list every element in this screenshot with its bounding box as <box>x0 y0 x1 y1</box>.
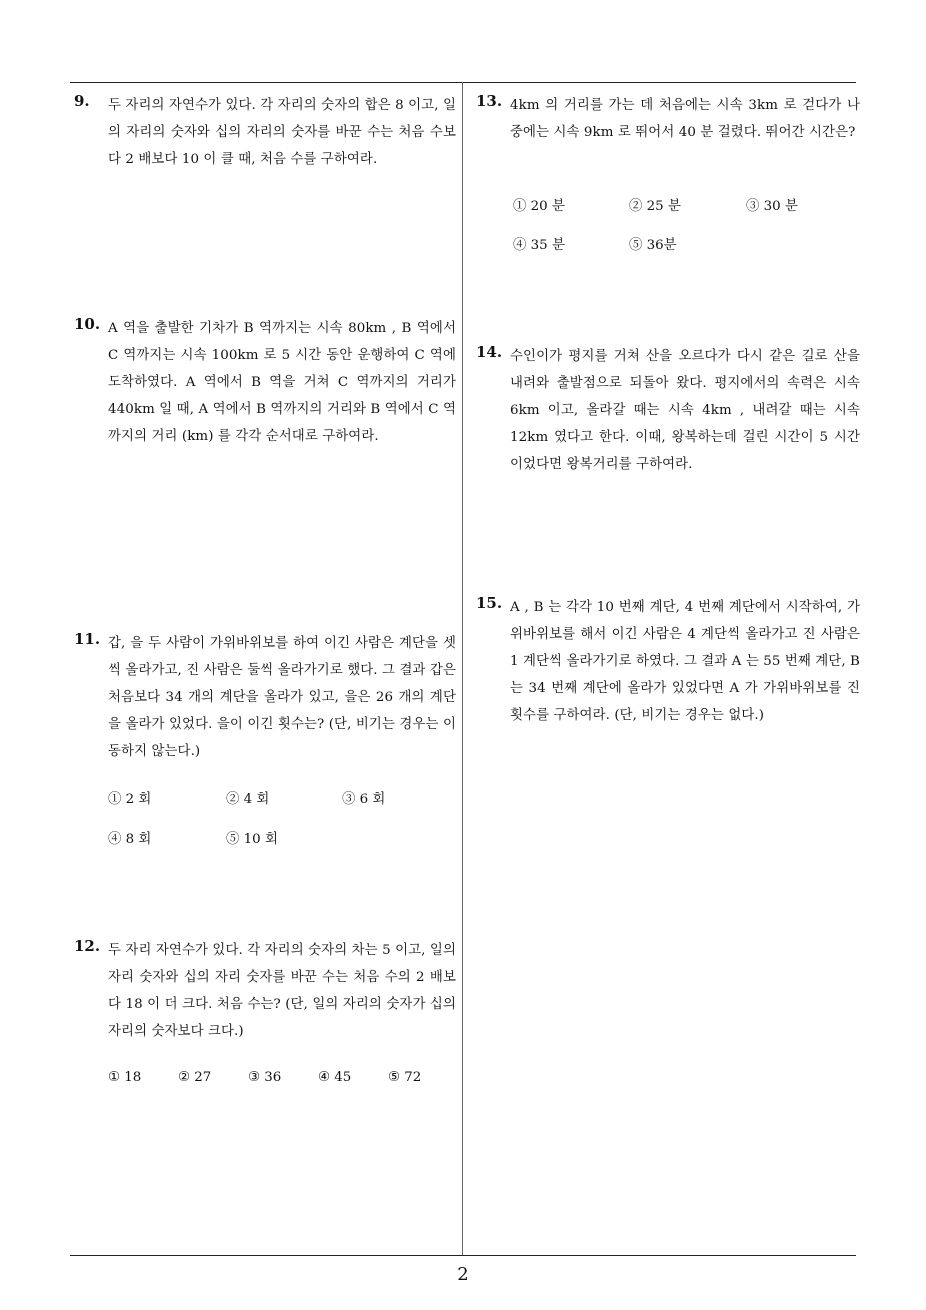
choice-4[interactable]: ④ 8 회 <box>108 832 152 847</box>
problem-text: A 역을 출발한 기차가 B 역까지는 시속 80km , B 역에서 C 역까지는 시속 100km 로 5 시간 동안 운행하여 C 역에 도착하였다. A 역에서 B 역을 거쳐 C 역까지의 거리가 440km 일 때, A 역에서 B 역까지의 거리와 B 역에서 C 역까지의 거리 (km) 를 각각 순서대로 구하여라. <box>108 321 456 444</box>
problem-text: 두 자리 자연수가 있다. 각 자리의 숫자의 차는 5 이고, 일의 자리 숫자와 십의 자리 숫자를 바꾼 수는 처음 수의 2 배보다 18 이 더 크다. 처음 수는? (단, 일의 자리의 숫자가 십의 자리의 숫자보다 크다.) <box>108 943 456 1039</box>
problem-text: 두 자리의 자연수가 있다. 각 자리의 숫자의 합은 8 이고, 일의 자리의 숫자와 십의 자리의 숫자를 바꾼 수는 처음 수보다 2 배보다 10 이 클 때, 처음 수를 구하여라. <box>108 98 456 167</box>
problem-text: 4km 의 거리를 가는 데 처음에는 시속 3km 로 걷다가 나중에는 시속 9km 로 뛰어서 40 분 걸렸다. 뛰어간 시간은? <box>510 98 860 140</box>
choice-2[interactable]: ② 25 분 <box>629 199 681 214</box>
bottom-rule <box>70 1255 856 1256</box>
problem-number: 14. <box>476 343 503 361</box>
choice-3[interactable]: ③ 36 <box>248 1070 282 1085</box>
choice-4[interactable]: ④ 45 <box>318 1070 352 1085</box>
choice-1[interactable]: ① 20 분 <box>513 199 565 214</box>
column-divider <box>462 82 463 1256</box>
choice-2[interactable]: ② 27 <box>178 1070 212 1085</box>
page-number: 2 <box>457 1264 469 1285</box>
choice-2[interactable]: ② 4 회 <box>226 792 270 807</box>
problem-number: 9. <box>74 92 90 110</box>
problem-number: 13. <box>476 92 503 110</box>
choice-4[interactable]: ④ 35 분 <box>513 238 565 253</box>
problem-text: 수인이가 평지를 거쳐 산을 오르다가 다시 같은 길로 산을 내려와 출발점으로 되돌아 왔다. 평지에서의 속력은 시속 6km 이고, 올라갈 때는 시속 4km , 내려갈 때는 시속 12km 였다고 한다. 이때, 왕복하는데 걸린 시간이 5 시간이었다면 왕복거리를 구하여라. <box>510 349 860 472</box>
choice-1[interactable]: ① 18 <box>108 1070 142 1085</box>
choice-5[interactable]: ⑤ 36분 <box>629 238 677 253</box>
choice-3[interactable]: ③ 30 분 <box>746 199 798 214</box>
problem-number: 10. <box>74 315 101 333</box>
choice-3[interactable]: ③ 6 회 <box>342 792 386 807</box>
choice-1[interactable]: ① 2 회 <box>108 792 152 807</box>
choice-5[interactable]: ⑤ 72 <box>388 1070 422 1085</box>
problem-text: 갑, 을 두 사람이 가위바위보를 하여 이긴 사람은 계단을 셋씩 올라가고, 진 사람은 둘씩 올라가기로 했다. 그 결과 갑은 처음보다 34 개의 계단을 올라가 있고, 을은 26 개의 계단을 올라가 있었다. 을이 이긴 횟수는? (단, 비기는 경우는 이동하지 않는다.) <box>108 636 456 759</box>
choice-5[interactable]: ⑤ 10 회 <box>226 832 278 847</box>
top-rule <box>70 82 856 83</box>
problem-number: 11. <box>74 630 101 648</box>
problem-number: 12. <box>74 937 101 955</box>
problem-text: A , B 는 각각 10 번째 계단, 4 번째 계단에서 시작하여, 가위바위보를 해서 이긴 사람은 4 계단씩 올라가고 진 사람은 1 계단씩 올라가기로 하였다. 그 결과 A 는 55 번째 계단, B 는 34 번째 계단에 올라가 있었다면 A 가 가위바위보를 진 횟수를 구하여라. (단, 비기는 경우는 없다.) <box>510 600 860 723</box>
problem-number: 15. <box>476 594 503 612</box>
